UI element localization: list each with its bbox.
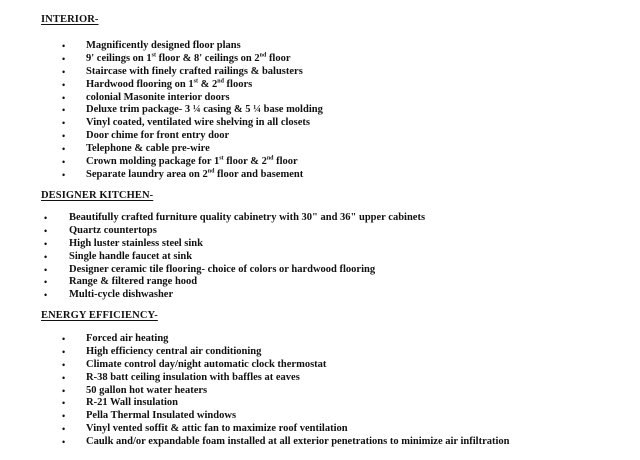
bullet-icon: • bbox=[44, 251, 48, 262]
list-item bbox=[0, 333, 640, 346]
list-item-text: Range & filtered range hood bbox=[69, 276, 198, 288]
list-item-text: Magnificently designed floor plans bbox=[86, 40, 241, 51]
list-item bbox=[0, 346, 640, 359]
interior-list bbox=[0, 40, 640, 182]
bullet-icon: • bbox=[62, 385, 66, 396]
bullet-icon: • bbox=[62, 334, 66, 344]
section-heading: DESIGNER KITCHEN- bbox=[41, 190, 154, 201]
list-item-text: Multi-cycle dishwasher bbox=[69, 289, 174, 301]
list-item-text: Vinyl coated, ventilated wire shelving in all closets bbox=[86, 117, 310, 129]
list-item bbox=[0, 143, 640, 156]
list-item-text: colonial Masonite interior doors bbox=[86, 91, 230, 103]
bullet-icon: • bbox=[62, 131, 66, 142]
list-item-text: Separate laundry area on 2nd floor and basement bbox=[86, 168, 304, 180]
list-item-text: Beautifully crafted furniture quality cabinetry with 30" and 36" upper cabinets bbox=[69, 212, 426, 223]
section-heading: INTERIOR- bbox=[41, 14, 99, 25]
list-item bbox=[0, 104, 640, 117]
bullet-icon: • bbox=[62, 53, 66, 64]
list-item bbox=[0, 117, 640, 130]
bullet-icon: • bbox=[44, 238, 48, 249]
list-item-text: Quartz countertops bbox=[69, 224, 157, 236]
list-item bbox=[0, 92, 640, 105]
list-item bbox=[0, 359, 640, 372]
list-item bbox=[0, 423, 640, 436]
list-item bbox=[0, 225, 640, 238]
list-item-text: Door chime for front entry door bbox=[86, 130, 230, 142]
list-item-text: R-21 Wall insulation bbox=[86, 397, 178, 409]
energy-list bbox=[0, 333, 640, 449]
list-item-text: Staircase with finely crafted railings & balusters bbox=[86, 65, 303, 77]
list-item-text: Telephone & cable pre-wire bbox=[86, 143, 210, 155]
list-item bbox=[0, 436, 640, 449]
list-item-text: Pella Thermal Insulated windows bbox=[86, 410, 237, 422]
list-item bbox=[0, 410, 640, 423]
bullet-icon: • bbox=[62, 359, 66, 370]
list-item bbox=[0, 397, 640, 410]
bullet-icon: • bbox=[44, 290, 48, 301]
bullet-icon: • bbox=[44, 264, 48, 275]
list-item bbox=[0, 251, 640, 264]
list-item bbox=[0, 264, 640, 277]
bullet-icon: • bbox=[62, 346, 66, 357]
bullet-icon: • bbox=[62, 41, 66, 51]
bullet-icon: • bbox=[62, 411, 66, 422]
list-item bbox=[0, 53, 640, 66]
list-item-text: High luster stainless steel sink bbox=[69, 237, 203, 249]
list-item bbox=[0, 372, 640, 385]
list-item bbox=[0, 79, 640, 92]
bullet-icon: • bbox=[62, 157, 66, 168]
list-item-text: Deluxe trim package- 3 ¼ casing & 5 ¼ base molding bbox=[86, 104, 323, 116]
list-item-text: High efficiency central air conditioning bbox=[86, 345, 262, 357]
bullet-icon: • bbox=[62, 66, 66, 77]
list-item-text: 50 gallon hot water heaters bbox=[86, 384, 208, 396]
list-item-text: Hardwood flooring on 1st & 2nd floors bbox=[86, 78, 253, 90]
list-item bbox=[0, 40, 640, 53]
bullet-icon: • bbox=[62, 92, 66, 103]
section-heading: ENERGY EFFICIENCY- bbox=[41, 310, 158, 321]
bullet-icon: • bbox=[62, 144, 66, 155]
bullet-icon: • bbox=[62, 424, 66, 435]
list-item-text: Designer ceramic tile flooring- choice of colors or hardwood flooring bbox=[69, 263, 376, 275]
list-item-text: Single handle faucet at sink bbox=[69, 250, 193, 262]
list-item bbox=[0, 130, 640, 143]
list-item-text: Crown molding package for 1st floor & 2nd floor bbox=[86, 155, 298, 168]
bullet-icon: • bbox=[62, 169, 66, 180]
list-item bbox=[0, 385, 640, 398]
bullet-icon: • bbox=[62, 118, 66, 129]
kitchen-list bbox=[0, 212, 640, 302]
list-item-text: Caulk and/or expandable foam installed at all exterior penetrations to minimize air infiltration bbox=[86, 436, 510, 448]
list-item bbox=[0, 289, 640, 302]
list-item bbox=[0, 212, 640, 225]
list-item-text: Vinyl vented soffit & attic fan to maximize roof ventilation bbox=[86, 423, 348, 435]
list-item bbox=[0, 276, 640, 289]
bullet-icon: • bbox=[62, 79, 66, 90]
bullet-icon: • bbox=[62, 398, 66, 409]
list-item bbox=[0, 169, 640, 182]
list-item-text: Climate control day/night automatic clock thermostat bbox=[86, 358, 327, 370]
bullet-icon: • bbox=[62, 437, 66, 448]
bullet-icon: • bbox=[44, 225, 48, 236]
list-item bbox=[0, 238, 640, 251]
bullet-icon: • bbox=[44, 213, 48, 223]
list-item bbox=[0, 66, 640, 79]
bullet-icon: • bbox=[62, 105, 66, 116]
bullet-icon: • bbox=[62, 372, 66, 383]
list-item-text: 9' ceilings on 1st floor & 8' ceilings on 2nd floor bbox=[86, 52, 291, 64]
list-item-text: Forced air heating bbox=[86, 333, 169, 344]
list-item bbox=[0, 156, 640, 169]
bullet-icon: • bbox=[44, 277, 48, 288]
list-item-text: R-38 batt ceiling insulation with baffles at eaves bbox=[86, 371, 300, 383]
